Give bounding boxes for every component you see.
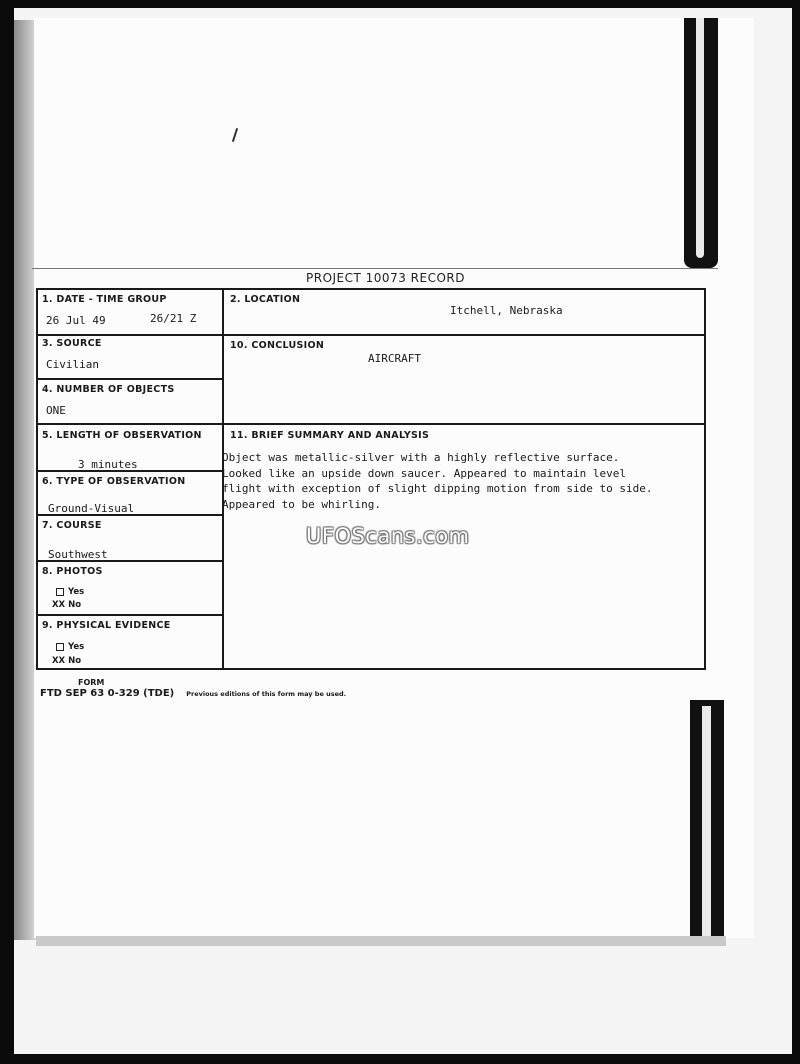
course-value: Southwest: [48, 548, 108, 561]
date-value: 26 Jul 49: [46, 314, 106, 327]
photos-no-option: XX No: [52, 600, 82, 610]
physical-evidence-label: 9. PHYSICAL EVIDENCE: [42, 620, 171, 631]
row-divider: [38, 423, 704, 425]
scan-binder-bar-bottom: [690, 700, 724, 936]
record-form: [36, 288, 706, 670]
header-rule: [32, 268, 718, 269]
type-of-observation-label: 6. TYPE OF OBSERVATION: [42, 476, 186, 487]
physical-no-option: XX No: [52, 656, 82, 666]
summary-text: [222, 450, 652, 512]
row-divider: [38, 378, 222, 380]
number-of-objects-value: ONE: [46, 404, 66, 417]
checkbox-icon: [56, 588, 64, 596]
physical-yes-option: Yes: [56, 642, 84, 652]
summary-line: Looked like an upside down saucer. Appeared to maintain level: [222, 466, 626, 480]
source-label: 3. SOURCE: [42, 338, 102, 349]
summary-line: Object was metallic-silver with a highly reflective surface.: [222, 451, 620, 464]
location-value: Itchell, Nebraska: [450, 304, 563, 317]
location-label: 2. LOCATION: [230, 294, 301, 305]
form-note: Previous editions of this form may be used.: [186, 690, 347, 698]
checkmark-x: XX: [52, 656, 66, 666]
scan-binder-bar-top: [684, 18, 718, 268]
course-label: 7. COURSE: [42, 520, 102, 531]
row-divider: [38, 334, 704, 336]
conclusion-label: 10. CONCLUSION: [230, 340, 325, 351]
summary-label: 11. BRIEF SUMMARY AND ANALYSIS: [230, 430, 430, 441]
summary-line: Appeared to be whirling.: [222, 497, 381, 511]
photos-yes-option: Yes: [56, 587, 84, 597]
type-of-observation-value: Ground-Visual: [48, 502, 135, 515]
source-value: Civilian: [46, 358, 99, 371]
form-id: FTD SEP 63 0-329 (TDE) Previous editions of this form may be used.: [40, 688, 347, 699]
form-title: PROJECT 10073 RECORD: [306, 271, 465, 285]
checkmark-x: XX: [52, 600, 66, 610]
checkbox-icon: [56, 643, 64, 651]
scan-bottom-shadow: [36, 936, 726, 946]
conclusion-value: AIRCRAFT: [368, 352, 421, 365]
number-of-objects-label: 4. NUMBER OF OBJECTS: [42, 384, 175, 395]
time-value: 26/21 Z: [150, 312, 197, 325]
date-time-label: 1. DATE - TIME GROUP: [42, 294, 167, 305]
length-of-observation-value: 3 minutes: [78, 458, 138, 471]
watermark-text: UFOScans.com: [306, 524, 470, 548]
summary-line: flight with exception of slight dipping motion from side to side.: [222, 482, 653, 495]
form-word: FORM: [78, 678, 105, 687]
row-divider: [38, 614, 222, 616]
photos-label: 8. PHOTOS: [42, 566, 103, 577]
length-of-observation-label: 5. LENGTH OF OBSERVATION: [42, 430, 202, 441]
scan-edge-shadow: [14, 20, 36, 940]
